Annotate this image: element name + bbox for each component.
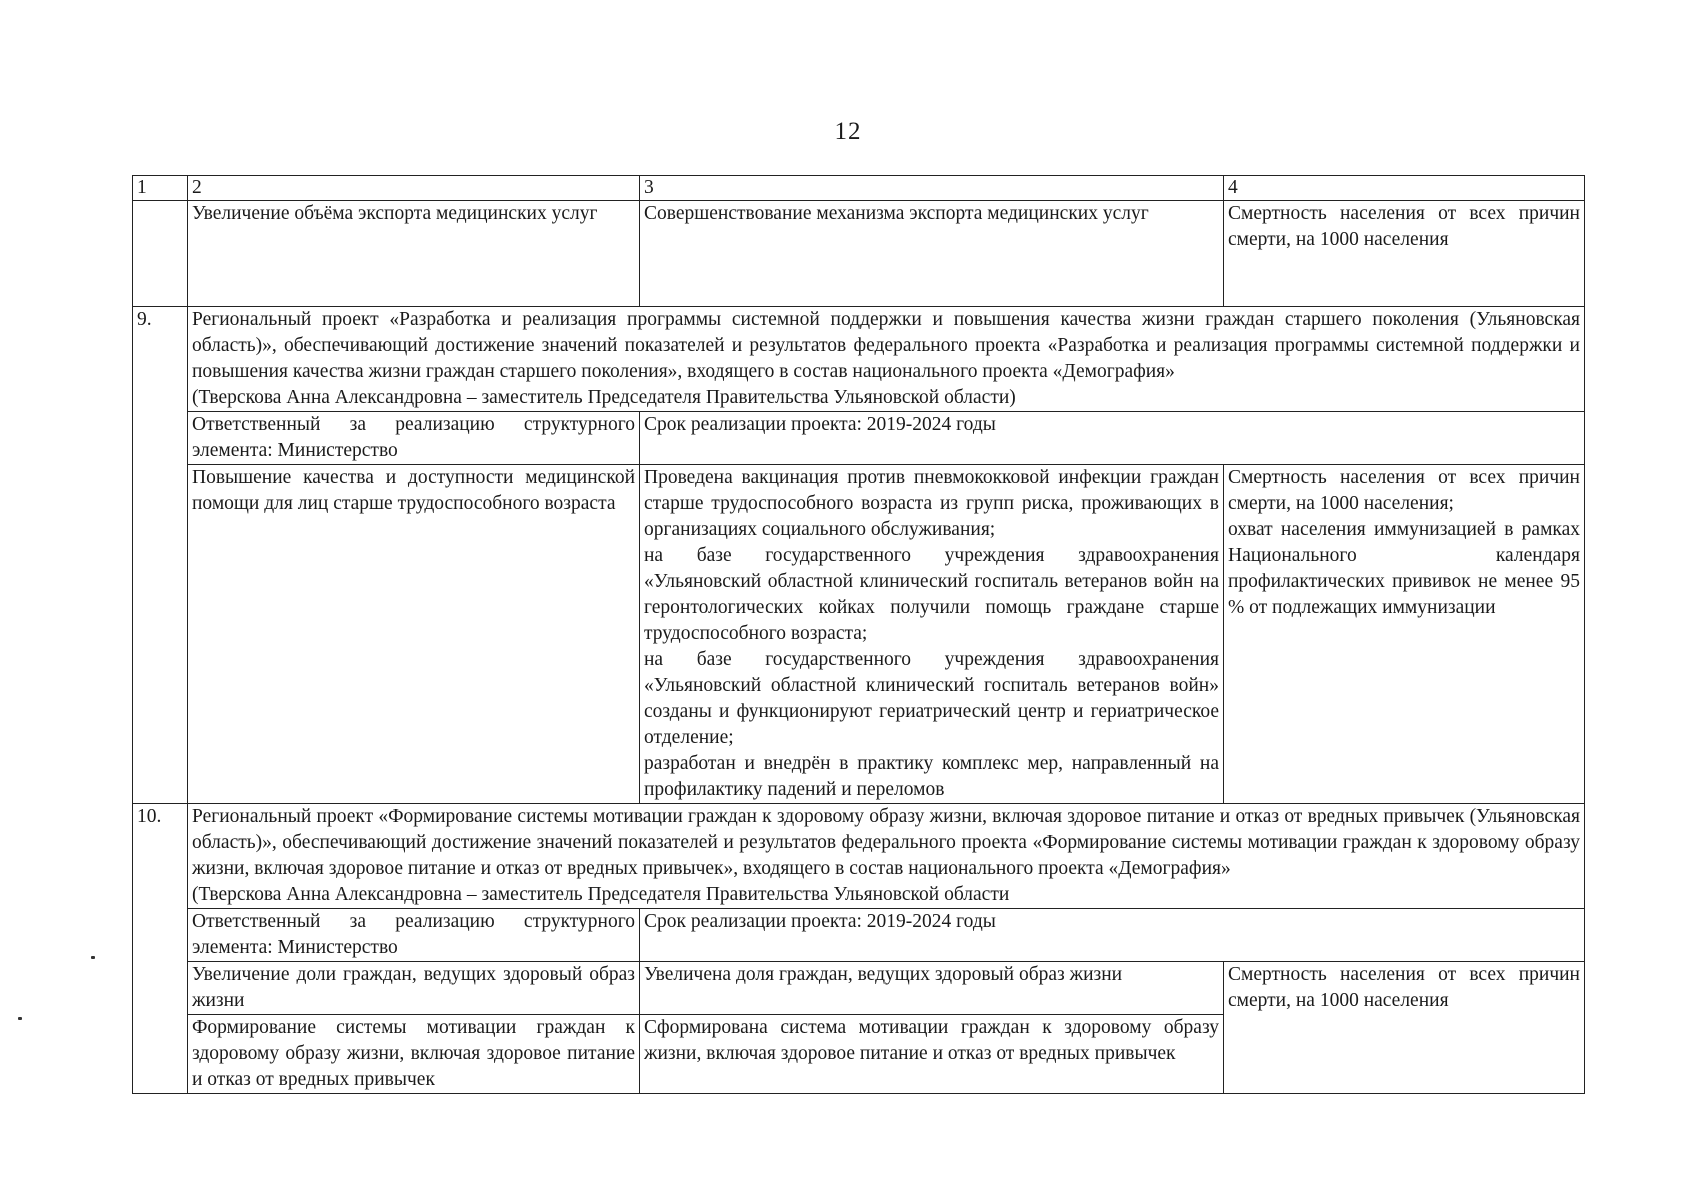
column-header: 4 <box>1224 176 1585 201</box>
result-cell <box>640 465 1224 804</box>
result-cell: Сформирована система мотивации граждан к здоровому образу жизни, включая здоровое питание и отказ от вредных привычек <box>640 1015 1224 1094</box>
section-10-task-row <box>133 962 1585 1015</box>
table-row <box>133 201 1585 307</box>
project-term: Срок реализации проекта: 2019-2024 годы <box>640 412 1585 465</box>
task-cell: Формирование системы мотивации граждан к здоровому образу жизни, включая здоровое питание и отказ от вредных привычек <box>188 1015 640 1094</box>
section-9-title-row <box>133 307 1585 412</box>
indicator-cell: Смертность населения от всех причин смерти, на 1000 населения <box>1224 201 1585 307</box>
task-cell: Повышение качества и доступности медицинской помощи для лиц старше трудоспособного возраста <box>188 465 640 804</box>
row-number-cell <box>133 201 188 307</box>
section-9-responsible-row <box>133 412 1585 465</box>
project-term: Срок реализации проекта: 2019-2024 годы <box>640 909 1585 962</box>
responsible-person: (Тверскова Анна Александровна – заместитель Председателя Правительства Ульяновской области) <box>192 387 1016 408</box>
page-number: 12 <box>834 118 862 145</box>
result-cell: Увеличена доля граждан, ведущих здоровый образ жизни <box>640 962 1224 1015</box>
task-cell: Увеличение объёма экспорта медицинских услуг <box>188 201 640 307</box>
result-item: Проведена вакцинация против пневмококковой инфекции граждан старше трудоспособного возраста из групп риска, проживающих в организациях социального обслуживания; <box>644 467 1219 540</box>
section-10-title-row <box>133 804 1585 909</box>
indicator-cell <box>1224 465 1585 804</box>
result-item: на базе государственного учреждения здравоохранения «Ульяновский областной клинический госпиталь ветеранов войн на геронтологических койках получили помощь граждане старше трудоспособного возраста; <box>644 545 1219 644</box>
responsible-person: (Тверскова Анна Александровна – заместитель Председателя Правительства Ульяновской области <box>192 884 1010 905</box>
column-header: 1 <box>133 176 188 201</box>
scan-mark <box>18 1017 22 1020</box>
section-10-responsible-row <box>133 909 1585 962</box>
section-number: 10. <box>133 804 188 1094</box>
indicator-item: охват населения иммунизацией в рамках Национального календаря профилактических прививок не менее 95 % от подлежащих иммунизации <box>1228 519 1580 618</box>
section-title-cell <box>188 307 1585 412</box>
section-title-cell <box>188 804 1585 909</box>
result-item: на базе государственного учреждения здравоохранения «Ульяновский областной клинический госпиталь ветеранов войн» созданы и функционируют гериатрический центр и гериатрическое отделение; <box>644 649 1219 748</box>
result-cell: Совершенствование механизма экспорта медицинских услуг <box>640 201 1224 307</box>
projects-table <box>132 175 1585 1094</box>
result-item: разработан и внедрён в практику комплекс мер, направленный на профилактику падений и переломов <box>644 753 1219 800</box>
task-cell: Увеличение доли граждан, ведущих здоровый образ жизни <box>188 962 640 1015</box>
indicator-cell: Смертность населения от всех причин смерти, на 1000 населения <box>1224 962 1585 1094</box>
section-title: Региональный проект «Формирование системы мотивации граждан к здоровому образу жизни, включая здоровое питание и отказ от вредных привычек (Ульяновская область)», обеспечивающий достижение значений показателей и результатов федерального проекта «Формирование системы мотивации граждан к здоровому образу жизни, включая здоровое питание и отказ от вредных привычек», входящего в состав национального проекта «Демография» <box>192 806 1580 879</box>
scan-mark <box>91 956 95 959</box>
section-9-task-row <box>133 465 1585 804</box>
table-header-row <box>133 176 1585 201</box>
column-header: 2 <box>188 176 640 201</box>
responsible-element: Ответственный за реализацию структурного элемента: Министерство <box>188 909 640 962</box>
responsible-element: Ответственный за реализацию структурного элемента: Министерство <box>188 412 640 465</box>
column-header: 3 <box>640 176 1224 201</box>
section-number: 9. <box>133 307 188 804</box>
section-title: Региональный проект «Разработка и реализация программы системной поддержки и повышения качества жизни граждан старшего поколения (Ульяновская область)», обеспечивающий достижение значений показателей и результатов федерального проекта «Разработка и реализация программы системной поддержки и повышения качества жизни граждан старшего поколения», входящего в состав национального проекта «Демография» <box>192 309 1580 382</box>
indicator-item: Смертность населения от всех причин смерти, на 1000 населения; <box>1228 467 1580 514</box>
